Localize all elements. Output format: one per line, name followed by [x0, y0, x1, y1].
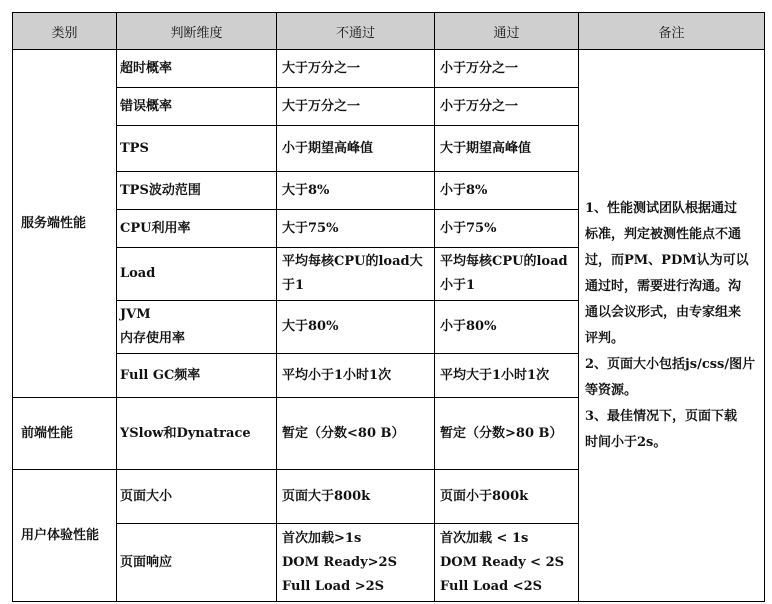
category-server: 服务端性能: [13, 50, 117, 398]
note-line: 评判。: [585, 330, 625, 346]
pass-text: 小于万分之一: [440, 60, 519, 76]
dimension-text: 内存使用率: [120, 331, 186, 346]
dimension-text: CPU利用率: [120, 220, 191, 236]
header-notes: 备注: [579, 13, 765, 50]
fail-text: 于1: [282, 278, 305, 293]
notes-cell: [579, 50, 765, 602]
pass-cell: [435, 248, 579, 301]
fail-text: 大于75%: [282, 220, 339, 236]
pass-text: 平均每核CPU的load: [440, 254, 568, 269]
pass-text: Full Load <2S: [440, 578, 543, 594]
dimension-text: YSlow和Dynatrace: [120, 425, 251, 441]
pass-text: 小于8%: [440, 182, 488, 198]
pass-cell: [435, 210, 579, 248]
note-line: 通过时，需要进行沟通。沟: [585, 278, 742, 294]
fail-text: Full Load >2S: [282, 578, 385, 594]
pass-text: 平均大于1小时1次: [440, 367, 550, 383]
header-dimension: 判断维度: [117, 13, 277, 50]
pass-text: 小于万分之一: [440, 98, 519, 114]
dimension-text: TPS: [120, 140, 149, 156]
fail-text: 小于期望高峰值: [282, 140, 374, 156]
dimension-text: 超时概率: [120, 60, 173, 76]
table-row: [13, 50, 765, 88]
fail-text: DOM Ready>2S: [282, 554, 397, 570]
fail-cell: [277, 88, 435, 126]
note-line: 3、最佳情况下，页面下载: [585, 408, 738, 424]
header-category: 类别: [13, 13, 117, 50]
dimension-cell: [117, 210, 277, 248]
fail-cell: [277, 354, 435, 398]
header-row: [13, 13, 765, 50]
pass-cell: [435, 172, 579, 210]
fail-cell: [277, 210, 435, 248]
fail-text: 页面大于800k: [282, 488, 371, 504]
dimension-cell: [117, 88, 277, 126]
dimension-cell: [117, 126, 277, 172]
fail-text: 平均每核CPU的load大: [282, 254, 423, 269]
pass-text: 页面小于800k: [440, 488, 529, 504]
fail-cell: [277, 50, 435, 88]
pass-text: 小于1: [440, 278, 476, 293]
note-line: 时间小于2s。: [585, 434, 667, 450]
fail-cell: [277, 248, 435, 301]
pass-cell: [435, 50, 579, 88]
fail-cell: [277, 126, 435, 172]
note-line: 2、页面大小包括js/css/图片: [585, 356, 756, 372]
pass-cell: [435, 88, 579, 126]
dimension-text: TPS波动范围: [120, 182, 201, 198]
fail-text: 暂定（分数<80 B）: [282, 425, 405, 441]
dimension-cell: [117, 301, 277, 354]
fail-text: 大于8%: [282, 182, 330, 198]
pass-text: 首次加载 < 1s: [440, 530, 529, 546]
note-line: 过，而PM、PDM认为可以: [585, 252, 749, 268]
dimension-text: 页面响应: [120, 554, 173, 570]
fail-cell: [277, 301, 435, 354]
pass-cell: [435, 354, 579, 398]
header-fail: 不通过: [277, 13, 435, 50]
dimension-cell: [117, 398, 277, 470]
dimension-cell: [117, 524, 277, 602]
fail-cell: [277, 524, 435, 602]
pass-text: DOM Ready < 2S: [440, 554, 565, 570]
category-frontend: 前端性能: [13, 398, 117, 470]
note-line: 等资源。: [585, 382, 638, 398]
dimension-cell: [117, 50, 277, 88]
fail-text: 平均小于1小时1次: [282, 367, 392, 383]
fail-text: 大于万分之一: [282, 60, 361, 76]
dimension-text: Full GC频率: [120, 367, 201, 383]
dimension-text: Load: [120, 266, 156, 281]
dimension-cell: [117, 354, 277, 398]
pass-cell: [435, 398, 579, 470]
dimension-text: 页面大小: [120, 488, 173, 504]
note-line: 1、性能测试团队根据通过: [585, 200, 738, 216]
pass-text: 小于75%: [440, 220, 497, 236]
pass-cell: [435, 524, 579, 602]
dimension-cell: [117, 470, 277, 524]
pass-text: 大于期望高峰值: [440, 140, 532, 156]
pass-cell: [435, 126, 579, 172]
pass-cell: [435, 301, 579, 354]
fail-cell: [277, 172, 435, 210]
fail-cell: [277, 470, 435, 524]
note-line: 通以会议形式，由专家组来: [585, 304, 742, 320]
pass-text: 暂定（分数>80 B）: [440, 425, 563, 441]
dimension-cell: [117, 172, 277, 210]
header-pass: 通过: [435, 13, 579, 50]
pass-text: 小于80%: [440, 319, 497, 334]
dimension-text: JVM: [120, 307, 151, 322]
performance-criteria-table: [12, 12, 765, 602]
fail-text: 首次加载>1s: [282, 530, 362, 546]
pass-cell: [435, 470, 579, 524]
fail-cell: [277, 398, 435, 470]
note-line: 标准，判定被测性能点不通: [585, 226, 742, 242]
fail-text: 大于80%: [282, 319, 339, 334]
dimension-cell: [117, 248, 277, 301]
fail-text: 大于万分之一: [282, 98, 361, 114]
category-ux: 用户体验性能: [13, 470, 117, 602]
dimension-text: 错误概率: [120, 98, 173, 114]
